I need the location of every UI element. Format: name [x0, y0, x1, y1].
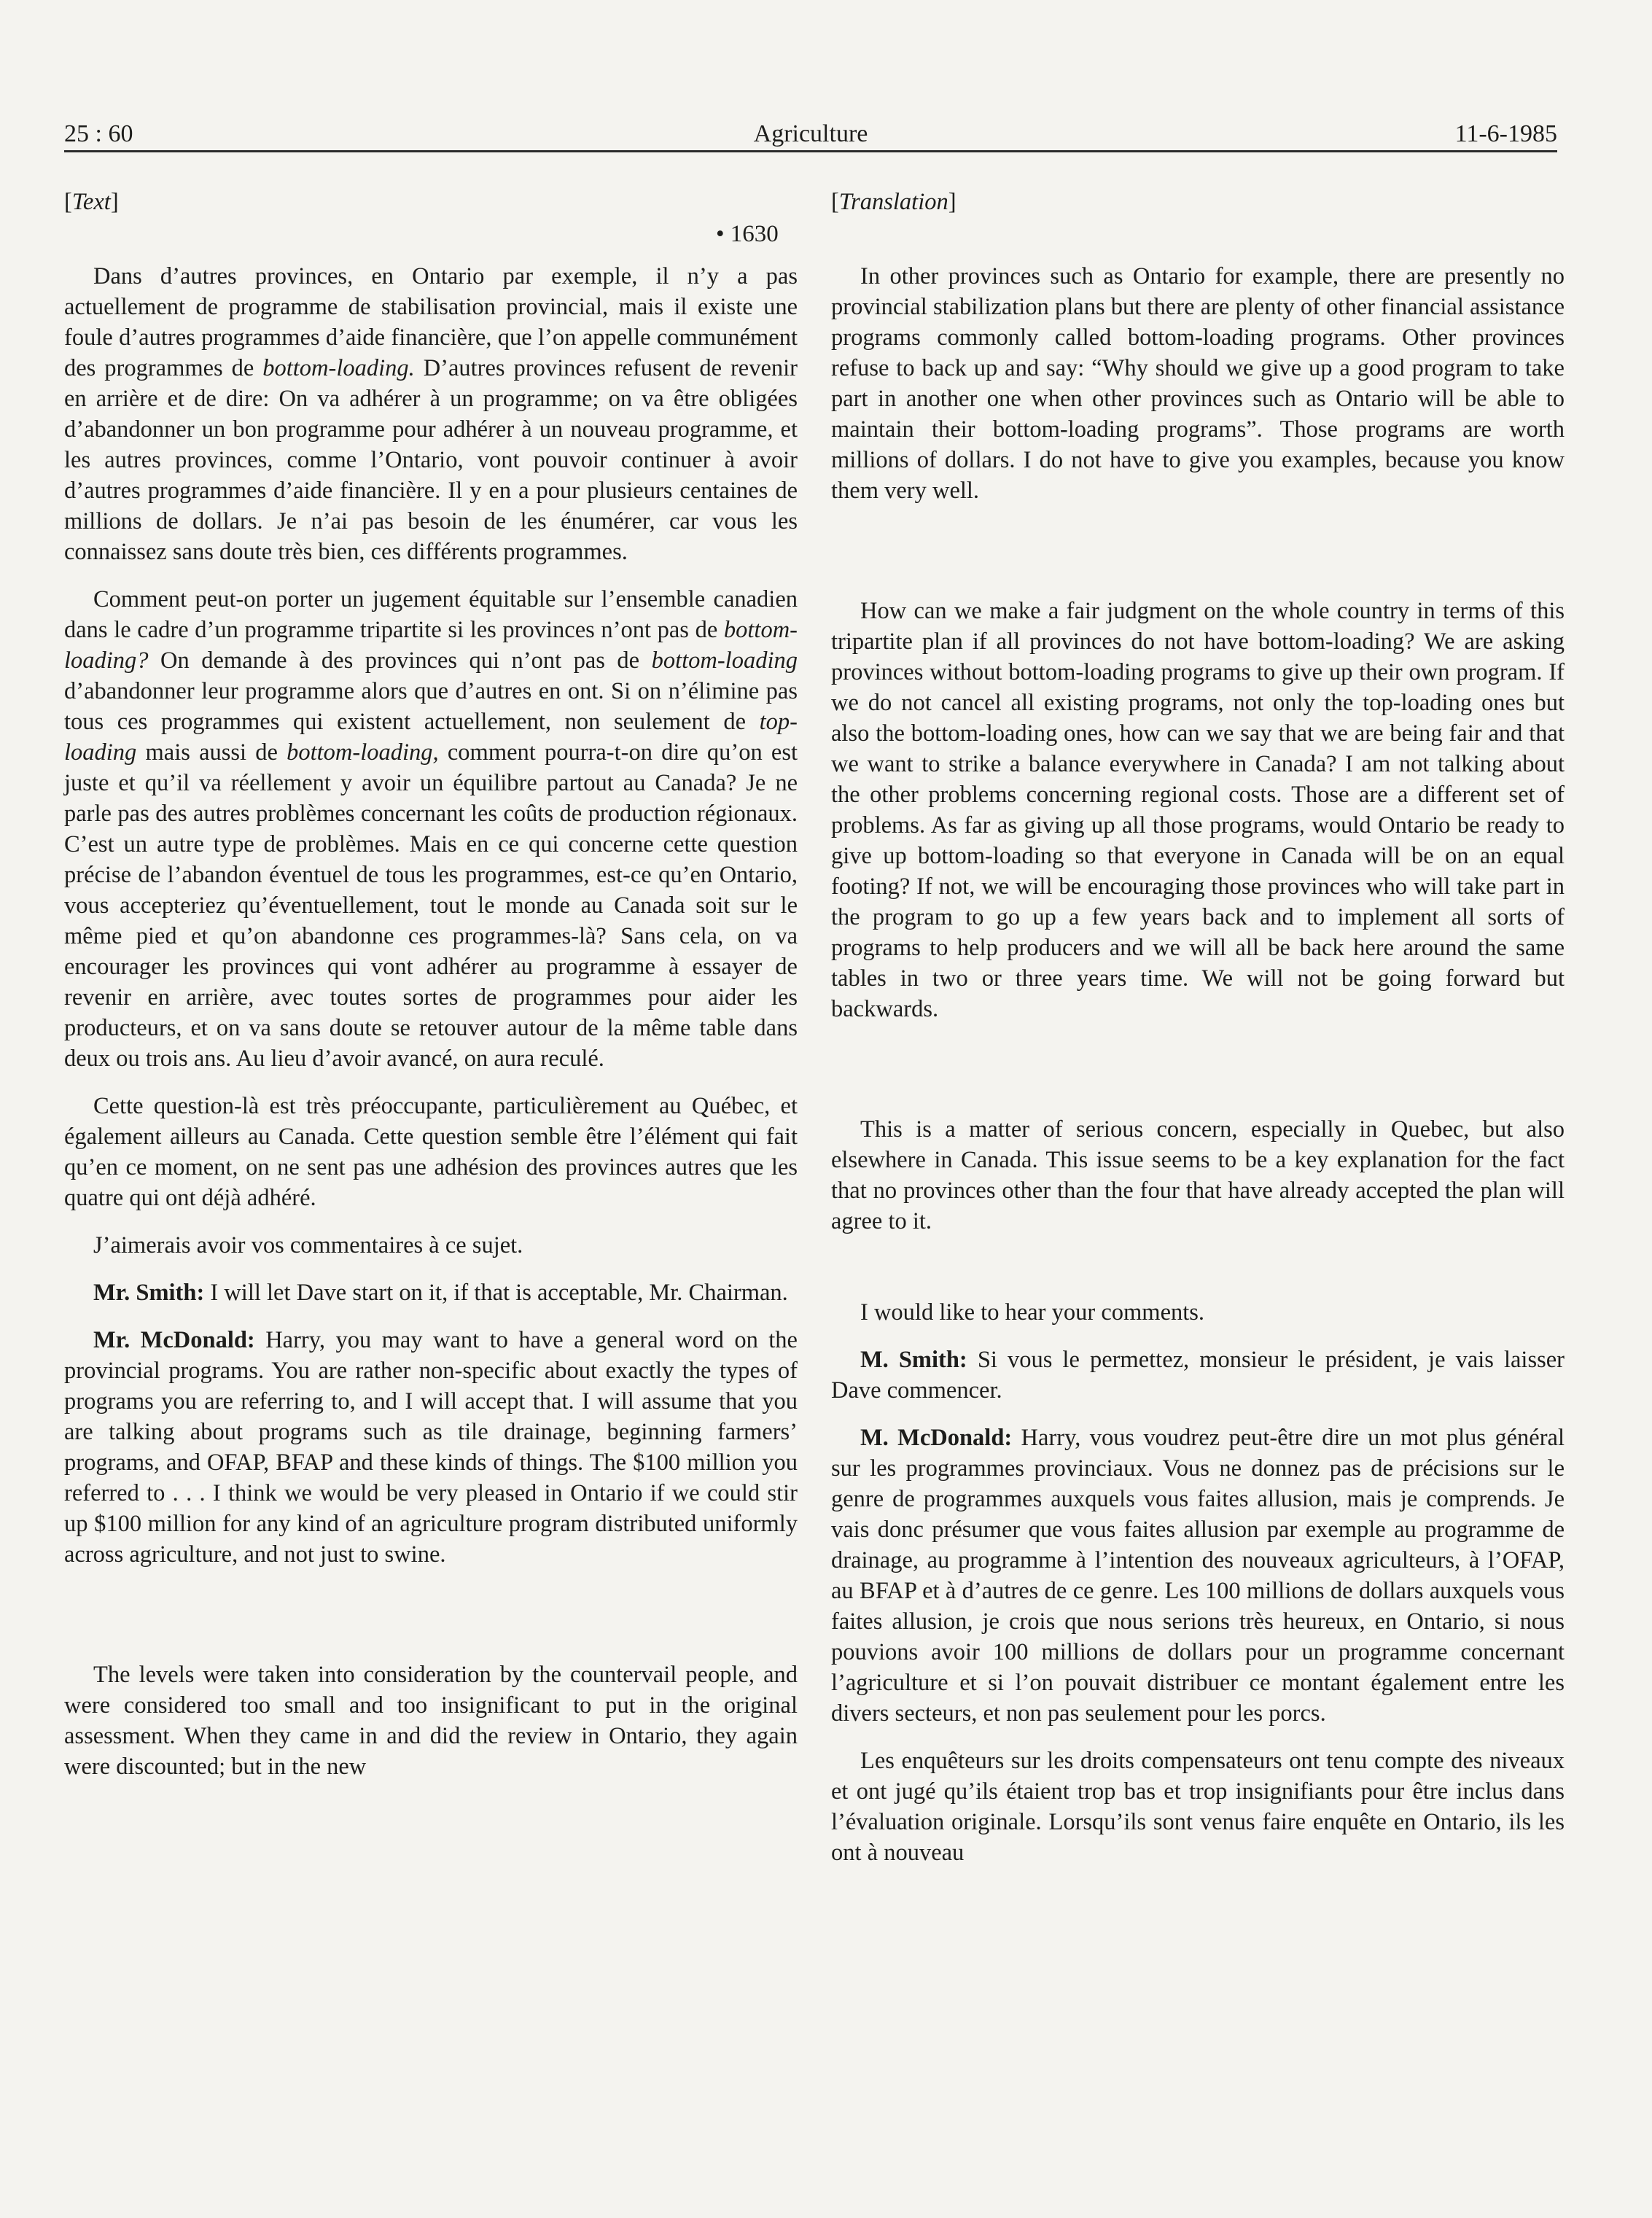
- paragraph: How can we make a fair judgment on the whole country in terms of this tripartite plan if all provinces do not have bottom-loading? We are asking provinces without bottom-loading programs to give up their own program. If we do not cancel all existing programs, not only the top-loading ones but also the bottom-loading ones, how can we say that we are being fair and that we want to strike a balance everywhere in Canada? I am not talking about the other problems concerning regional costs. Those are a different set of problems. As far as giving up all those programs, would Ontario be ready to give up bottom-loading so that everyone in Canada will be on an equal footing? If not, we will be encouraging those provinces who will take part in the program to go up a few years back and to implement all sorts of programs to help producers and we will all be back here around the same tables in two or three years time. We will not be going forward but backwards.: [831, 598, 1565, 1022]
- speaker-paragraph: Mr. Smith: I will let Dave start on it, if that is acceptable, Mr. Chairman.: [93, 1280, 788, 1306]
- left-column: [64, 182, 798, 1799]
- speaker-paragraph: M. McDonald: Harry, vous voudrez peut-être dire un mot plus général sur les programmes provinciaux. Vous ne donnez pas de précisions sur le genre de programmes auxquels vous faites allusion, mais je comprends. Je vais donc présumer que vous faites allusion par exemple au programme de drainage, au programme à l’intention des nouveaux agriculteurs, à l’OFAP, au BFAP et à d’autres de ce genre. Les 100 millions de dollars auxquels vous faites allusion, je crois que nous serions très heureux, en Ontario, si nous pouvions avoir 100 millions de dollars pour un programme concernant l’agriculture et si l’on pouvait distribuer ce montant également entre les divers secteurs, et non pas seulement pour les porcs.: [831, 1425, 1565, 1727]
- spacer: [831, 217, 1565, 261]
- paragraph: In other provinces such as Ontario for example, there are presently no provincial stabilization plans but there are plenty of other financial assistance programs commonly called bottom-loading programs. Other provinces refuse to back up and say: “Why should we give up a good program to take part in another one when other provinces such as Ontario will be able to maintain their bottom-loading programs”. Those programs are worth millions of dollars. I do not have to give you examples, because you know them very well.: [831, 263, 1565, 504]
- spacer: [831, 1253, 1565, 1297]
- speaker-name: M. McDonald:: [860, 1425, 1013, 1451]
- spacer: [64, 217, 798, 261]
- speaker-name: Mr. Smith:: [93, 1280, 205, 1306]
- running-title: Agriculture: [753, 120, 868, 147]
- column-label-translation: [Translation]: [831, 189, 956, 215]
- page-number: 25 : 60: [64, 120, 133, 147]
- paragraph: Les enquêteurs sur les droits compensateurs ont tenu compte des niveaux et ont jugé qu’ils étaient trop bas et trop insignifiants pour être inclus dans l’évaluation originale. Lorsqu’ils sont venus faire enquête en Ontario, ils les ont à nouveau: [831, 1748, 1565, 1866]
- speaker-name: Mr. McDonald:: [93, 1327, 255, 1353]
- page-header: [64, 117, 1557, 153]
- paragraph: I would like to hear your comments.: [860, 1299, 1205, 1326]
- paragraph: J’aimerais avoir vos commentaires à ce sujet.: [93, 1232, 523, 1258]
- paragraph: Comment peut-on porter un jugement équitable sur l’ensemble canadien dans le cadre d’un programme tripartite si les provinces n’ont pas de bottom-loading? On demande à des provinces qui n’ont pas de bottom-loading d’abandonner leur programme alors que d’autres en ont. Si on n’élimine pas tous ces programmes qui existent actuellement, non seulement de top-loading mais aussi de bottom-loading, comment pourra-t-on dire qu’on est juste et qu’il va réellement y avoir un équilibre partout au Canada? Je ne parle pas des autres problèmes concernant les coûts de production régionaux. C’est un autre type de problèmes. Mais en ce qui concerne cette question précise de l’abandon éventuel de tous les programmes, est-ce qu’en Ontario, vous accepteriez qu’éventuellement, tout le monde au Canada soit sur le même pied et qu’on abandonne ces programmes-là? Sans cela, on va encourager les provinces qui vont adhérer au programme à essayer de revenir en arrière, avec toutes sortes de programmes pour aider les producteurs, et on va sans doute se retouver autour de la même table dans deux ou trois ans. Au lieu d’avoir avancé, on aura reculé.: [64, 586, 798, 1072]
- header-date: 11-6-1985: [1454, 120, 1557, 147]
- speaker-name: M. Smith:: [860, 1347, 967, 1373]
- paragraph: Cette question-là est très préoccupante, particulièrement au Québec, et également ailleurs au Canada. Cette question semble être l’élément qui fait qu’en ce moment, on ne sent pas une adhésion des provinces autres que les quatre qui ont déjà adhéré.: [64, 1093, 798, 1211]
- paragraph: This is a matter of serious concern, especially in Quebec, but also elsewhere in Canada. This issue seems to be a key explanation for the fact that no provinces other than the four that have already accepted the plan will agree to it.: [831, 1116, 1565, 1234]
- spacer: [831, 523, 1565, 596]
- paragraph: The levels were taken into consideration by the countervail people, and were considered too small and too insignificant to put in the original assessment. When they came in and did the review in Ontario, they again were discounted; but in the new: [64, 1662, 798, 1780]
- spacer: [64, 1587, 798, 1659]
- spacer: [831, 1041, 1565, 1114]
- speaker-paragraph: M. Smith: Si vous le permettez, monsieur le président, je vais laisser Dave commencer.: [831, 1347, 1565, 1404]
- right-column: [831, 182, 1565, 1885]
- column-label-text: [Text]: [64, 189, 119, 215]
- speaker-paragraph: Mr. McDonald: Harry, you may want to have a general word on the provincial programs. You are rather non-specific about exactly the types of programs you are referring to, and I will accept that. I will assume that you are talking about programs such as tile drainage, beginning farmers’ programs, and OFAP, BFAP and these kinds of things. The $100 million you referred to . . . I think we would be very pleased in Ontario if we could stir up $100 million for any kind of an agriculture program distributed uniformly across agriculture, and not just to swine.: [64, 1327, 798, 1568]
- header-rule: [64, 150, 1557, 152]
- time-stamp: • 1630: [716, 221, 779, 247]
- paragraph: Dans d’autres provinces, en Ontario par exemple, il n’y a pas actuellement de programme de stabilisation provincial, mais il existe une foule d’autres programmes d’aide financière, que l’on appelle communément des programmes de bottom-loading. D’autres provinces refusent de revenir en arrière et de dire: On va adhérer à un programme; on va être obligées d’abandonner un bon programme pour adhérer à un nouveau programme, et les autres provinces, comme l’Ontario, vont pouvoir continuer à avoir d’autres programmes d’aide financière. Il y en a pour plusieurs centaines de millions de dollars. Je n’ai pas besoin de les énumérer, car vous les connaissez sans doute très bien, ces différents programmes.: [64, 263, 798, 565]
